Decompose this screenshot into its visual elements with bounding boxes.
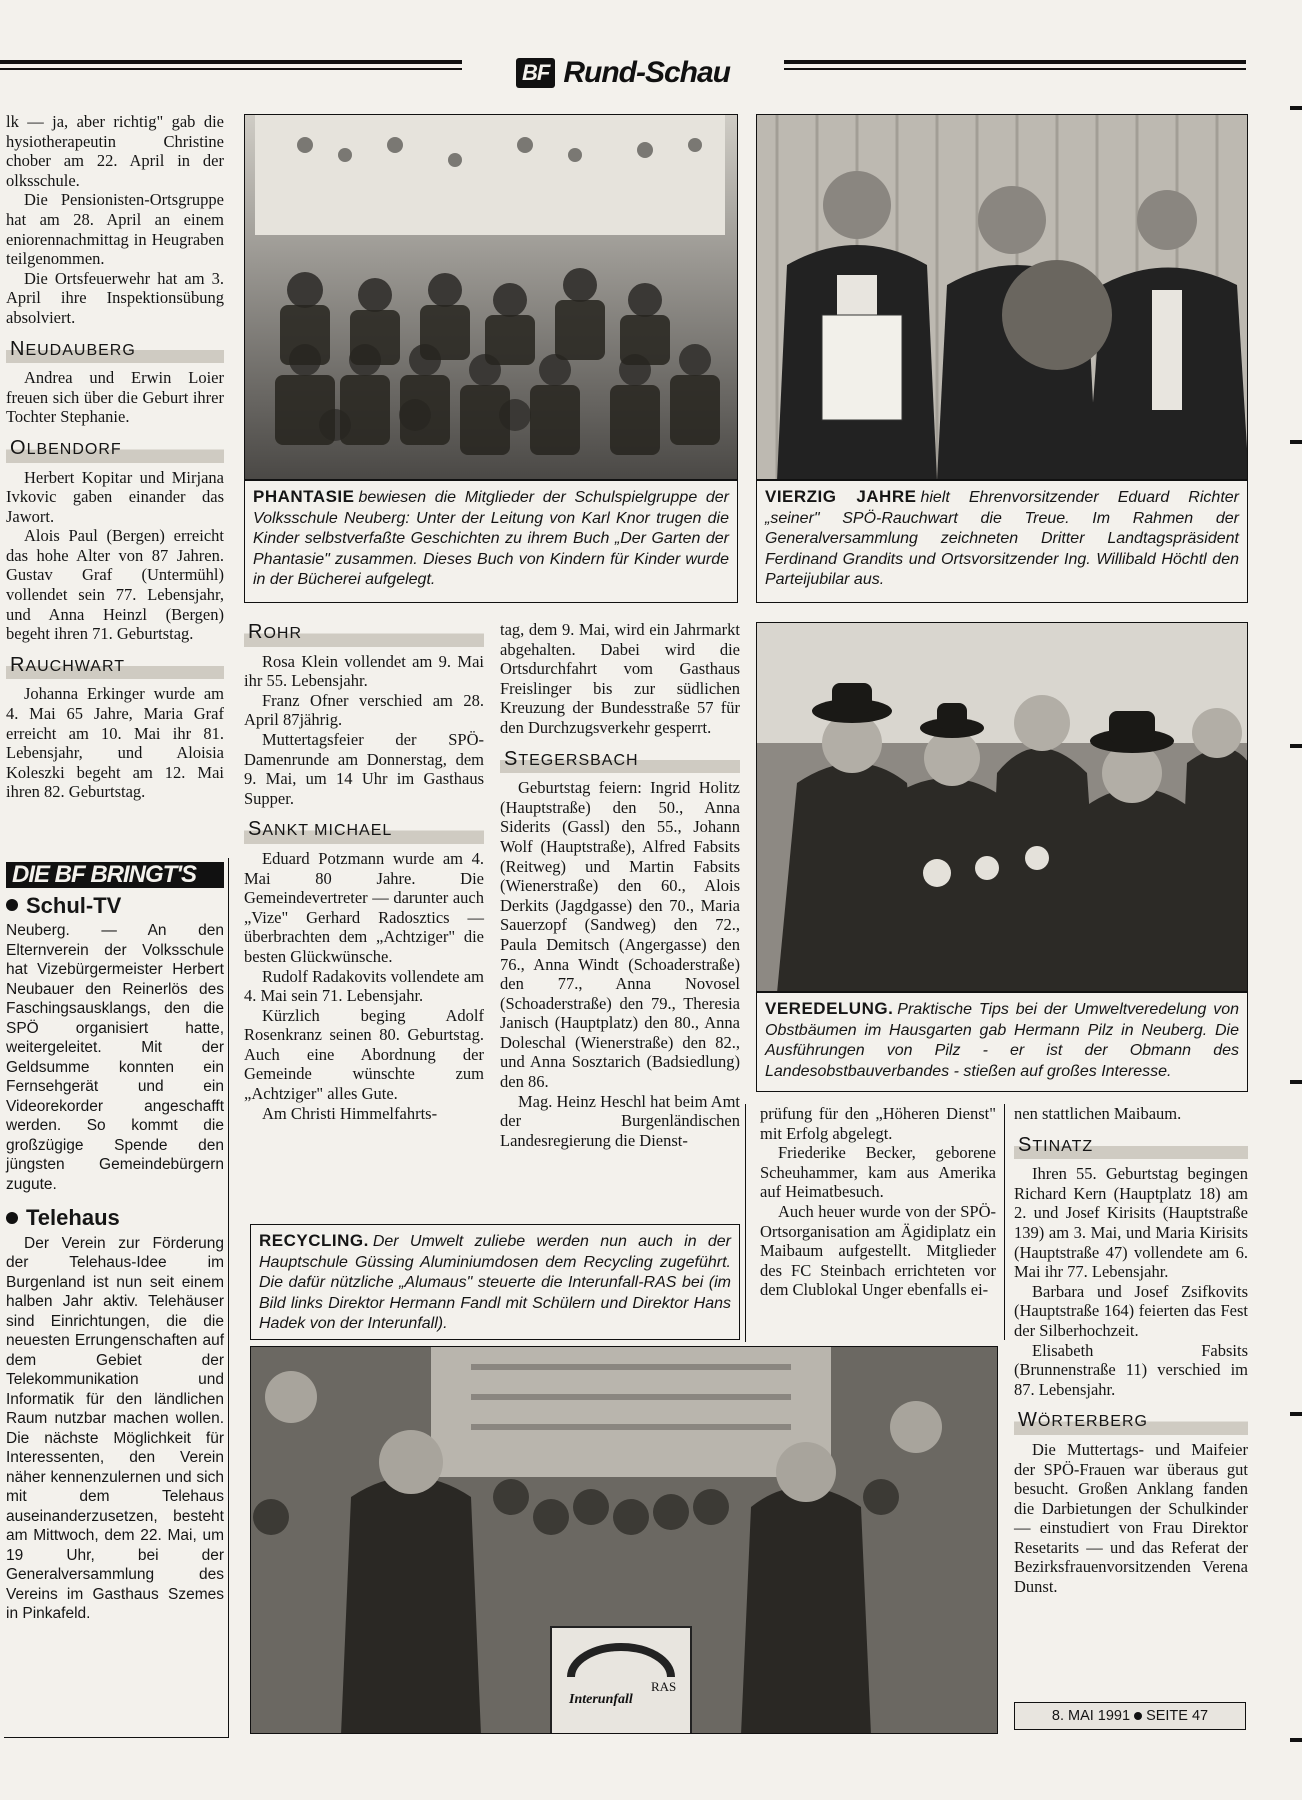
- bullet-icon: [6, 899, 18, 911]
- bf-item-text: Neuberg. — An den Elternverein der Volksschule hat Vizebürgermeister Herbert Neubauer den Reinerlös des Faschingsausklangs, den die SPÖ organisiert hatte, weitergeleitet. Mit der Geldsumme konnten ein Fernsehgerät und ein Videorekorder angeschafft werden. So kommt die großzügige Spende den jüngsten Gemeindebürgern zugute.: [6, 922, 224, 1193]
- caption-recycling: [250, 1224, 740, 1340]
- header-rule-left: [0, 60, 462, 64]
- caption-text: hielt Ehrenvorsitzender Eduard Richter „seiner" SPÖ-Rauchwart die Treue. Im Rahmen der Generalversammlung zeichneten Dritter Landtagspräsident Ferdinand Grandits und Ortsvorsitzender Ing. Willibald Höchtl den Parteijubilar aus.: [765, 489, 1239, 589]
- bf-item-heading: [6, 1205, 224, 1231]
- paragraph: Kürzlich beging Adolf Rosenkranz seinen 80. Geburtstag. Auch eine Abordnung der Gemeinde wünschte zum „Achtziger" alles Gute.: [244, 1005, 484, 1104]
- bullet-icon: [1134, 1712, 1142, 1720]
- veredelung-photo-illustration: [757, 623, 1248, 992]
- bf-item-text: Der Verein zur Förderung der Telehaus-Idee im Burgenland ist nun seit einem halben Jahr aktiv. Telehäuser sind Einrichtungen, die die neuesten Errungenschaften auf dem Gebiet der Telekommunikation und Informatik für den ländlichen Raum nutzbar machen wollen. Die nächste Möglichkeit für Interessenten, den Verein näher kennenzulernen und sich mit dem Telehaus auseinanderzusetzen, besteht am Mittwoch, dem 22. Mai, um 19 Uhr, bei der Generalversammlung des Vereins im Gasthaus Szemes in Pinkafeld.: [6, 1234, 224, 1623]
- bf-box-title: DIE BF BRINGT'S: [6, 862, 224, 888]
- section-heading-olbendorf: OLBENDORF: [6, 436, 224, 463]
- left-paragraph: Alois Paul (Bergen) erreicht das hohe Alter von 87 Jahren. Gustav Graf (Untermühl) vollendet sein 77. Lebensjahr, und Anna Heinzl (Bergen) begeht ihren 71. Geburtstag.: [6, 526, 224, 644]
- paragraph: Mag. Heinz Heschl hat beim Amt der Burgenländischen Landesregierung die Dienst-: [500, 1091, 740, 1150]
- section-heading-rauchwart: RAUCHWART: [6, 653, 224, 680]
- children-photo-illustration: [245, 115, 738, 480]
- bf-box: [6, 852, 224, 1624]
- caption-lead: PHANTASIE: [253, 487, 355, 506]
- photo-recycling: [250, 1346, 998, 1734]
- column-stinatz: [1014, 1104, 1248, 1597]
- paragraph: Am Christi Himmelfahrts-: [262, 1103, 438, 1123]
- interunfall-logo: Interunfall: [569, 1692, 633, 1707]
- left-paragraph: Herbert Kopitar und Mirjana Ivkovic gaben einander das Jawort.: [6, 467, 224, 526]
- caption-text: bewiesen die Mitglieder der Schulspielgruppe der Volksschule Neuberg: Unter der Leitung von Karl Knor trugen die Kinder selbstverfaßte Geschichten zu ihrem Buch „Der Garten der Phantasie" zusammen. Dieses Buch von Kindern für Kinder wurde in der Bücherei aufgelegt.: [253, 489, 729, 589]
- caption-phantasie: [244, 480, 738, 603]
- header-rule-left-thin: [0, 68, 462, 70]
- section-heading-neudauberg: NEUDAUBERG: [6, 337, 224, 364]
- section-heading-sankt-michael: SANKT MICHAEL: [244, 817, 484, 844]
- column-rule: [1004, 1104, 1005, 1340]
- caption-text: Praktische Tips bei der Umweltveredelung von Obstbäumen im Hausgarten gab Hermann Pilz in Neuberg. Die Ausführungen von Pilz - er ist der Obmann des Landesobstbauverbandes - stießen auf großes Interesse.: [765, 1001, 1239, 1080]
- header-rule-right-thin: [784, 68, 1246, 70]
- issue-date: 8. MAI 1991: [1051, 1708, 1131, 1724]
- section-heading-stegersbach: STEGERSBACH: [500, 747, 740, 774]
- left-paragraph: lk — ja, aber richtig" gab die hysiotherapeutin Christine chober am 22. April in der olksschule.: [6, 112, 224, 190]
- left-paragraph: Die Pensionisten-Ortsgruppe hat am 28. April an einem eniorennachmittag in Heugraben teilgenommen.: [6, 190, 224, 269]
- column-rule: [745, 1104, 746, 1342]
- photo-children-group: [244, 114, 738, 480]
- column-rohr: [244, 620, 484, 1123]
- bullet-icon: [6, 1212, 18, 1224]
- paragraph: prüfung für den „Höheren Dienst" mit Erfolg abgelegt.: [760, 1104, 996, 1143]
- recycling-photo-illustration: [251, 1347, 998, 1734]
- caption-veredelung: [756, 992, 1248, 1092]
- caption-text: Der Umwelt zuliebe werden nun auch in der Hauptschule Güssing Aluminiumdosen dem Recycling zugeführt. Die dafür nützliche „Alumaus" steuerte die Interunfall-RAS bei (im Bild links Direktor Hermann Fandl mit Schülern und Direktor Hans Hadek von der Interunfall).: [259, 1233, 731, 1333]
- bf-item-title: Schul-TV: [26, 892, 122, 918]
- masthead-title: Rund-Schau: [563, 56, 730, 89]
- section-heading-woerterberg: WÖRTERBERG: [1014, 1408, 1248, 1435]
- bf-item-title: Telehaus: [26, 1205, 120, 1231]
- paragraph: Die Muttertags- und Maifeier der SPÖ-Frauen war überaus gut besucht. Großen Anklang fanden die Darbietungen der Schulkinder — einstudiert von Frau Direktor Resetarits — und das Referat der Bezirksfrauenvorsitzenden Verena Dunst.: [1014, 1439, 1248, 1597]
- bf-item-heading: [6, 892, 224, 918]
- section-heading-rohr: ROHR: [244, 620, 484, 647]
- caption-vierzig-jahre: [756, 480, 1248, 603]
- paragraph: Geburtstag feiern: Ingrid Holitz (Hauptstraße) den 50., Anna Siderits (Gassl) den 55., Johann Wolf (Hauptstraße), Alfred Fabsits (Reitweg) und Martin Fabsits (Wienerstraße) den 60., Alois Derkits (Jagdgasse) den 70., Maria Sauerzopf (Sandweg) den 72., Paula Demitsch (Angergasse) den 76., Anna Windt (Schoaderstraße) den 77., Anna Novosel (Schoaderstraße) den 79., Theresia Janisch (Hauptplatz) den 80., Anna Doleschal (Wienerstraße) den 82., und Anna Sosztarich (Badsiedlung) den 86.: [500, 778, 740, 1092]
- left-paragraph: Die Ortsfeuerwehr hat am 3. April ihre Inspektionsübung absolviert.: [6, 268, 224, 327]
- page-number: SEITE 47: [1146, 1708, 1209, 1724]
- paragraph: Barbara und Josef Zsifkovits (Hauptstraße 164) feierten das Fest der Silberhochzeit.: [1014, 1281, 1248, 1340]
- photo-veredelung: [756, 622, 1248, 992]
- paragraph: Auch heuer wurde von der SPÖ-Ortsorganisation am Ägidiplatz ein Maibaum aufgestellt. Mitglieder des FC Steinbach errichteten vor dem Clublokal Unger ebenfalls ei-: [760, 1201, 996, 1300]
- section-heading-stinatz: STINATZ: [1014, 1133, 1248, 1160]
- paragraph: nen stattlichen Maibaum.: [1014, 1104, 1182, 1123]
- masthead-logo: BF: [516, 58, 555, 88]
- page-footer: [1014, 1702, 1246, 1730]
- left-column: [6, 112, 224, 802]
- column-steinbach: [760, 1104, 996, 1300]
- paragraph: Ihren 55. Geburtstag begingen Richard Kern (Hauptplatz 18) am 2. und Josef Kirisits (Hauptstraße 139) am 3. Mai, und Maria Kirisits (Hauptstraße 47) vollendete am 6. Mai ihr 77. Lebensjahr.: [1014, 1164, 1248, 1282]
- header-rule-right: [784, 60, 1246, 64]
- left-paragraph: Andrea und Erwin Loier freuen sich über die Geburt ihrer Tochter Stephanie.: [6, 368, 224, 427]
- caption-lead: VEREDELUNG.: [765, 999, 894, 1018]
- paragraph: Elisabeth Fabsits (Brunnenstraße 11) verschied im 87. Lebensjahr.: [1014, 1340, 1248, 1399]
- column-stegersbach: [500, 620, 740, 1150]
- left-paragraph: Johanna Erkinger wurde am 4. Mai 65 Jahre, Maria Graf erreicht am 10. Mai ihr 81. Lebensjahr, und Aloisia Koleszki begeht am 12. Mai ihren 82. Geburtstag.: [6, 684, 224, 802]
- photo-party-jubilee: [756, 114, 1248, 480]
- paragraph: Rosa Klein vollendet am 9. Mai ihr 55. Lebensjahr.: [244, 651, 484, 691]
- ras-logo: RAS: [651, 1679, 677, 1694]
- caption-lead: RECYCLING.: [259, 1231, 369, 1250]
- jubilee-photo-illustration: [757, 115, 1248, 480]
- paragraph: tag, dem 9. Mai, wird ein Jahrmarkt abgehalten. Dabei wird die Ortsdurchfahrt vom Gasthaus Freislinger bis zur südlichen Kreuzung der Bundesstraße 57 für den Durchzugsverkehr gesperrt.: [500, 620, 740, 737]
- masthead: [470, 52, 776, 94]
- paragraph: Eduard Potzmann wurde am 4. Mai 80 Jahre. Die Gemeindevertreter — darunter auch „Vize" Gerhard Radosztics — überbrachten dem „Achtziger" die besten Glückwünsche.: [244, 848, 484, 966]
- paragraph: Franz Ofner verschied am 28. April 87jährig.: [244, 690, 484, 730]
- caption-lead: VIERZIG JAHRE: [765, 487, 917, 506]
- paragraph: Friederike Becker, geborene Scheuhammer, kam aus Amerika auf Heimatbesuch.: [760, 1143, 996, 1202]
- paragraph: Rudolf Radakovits vollendete am 4. Mai sein 71. Lebensjahr.: [244, 966, 484, 1006]
- paragraph: Muttertagsfeier der SPÖ-Damenrunde am Donnerstag, dem 9. Mai, um 14 Uhr im Gasthaus Supper.: [244, 729, 484, 808]
